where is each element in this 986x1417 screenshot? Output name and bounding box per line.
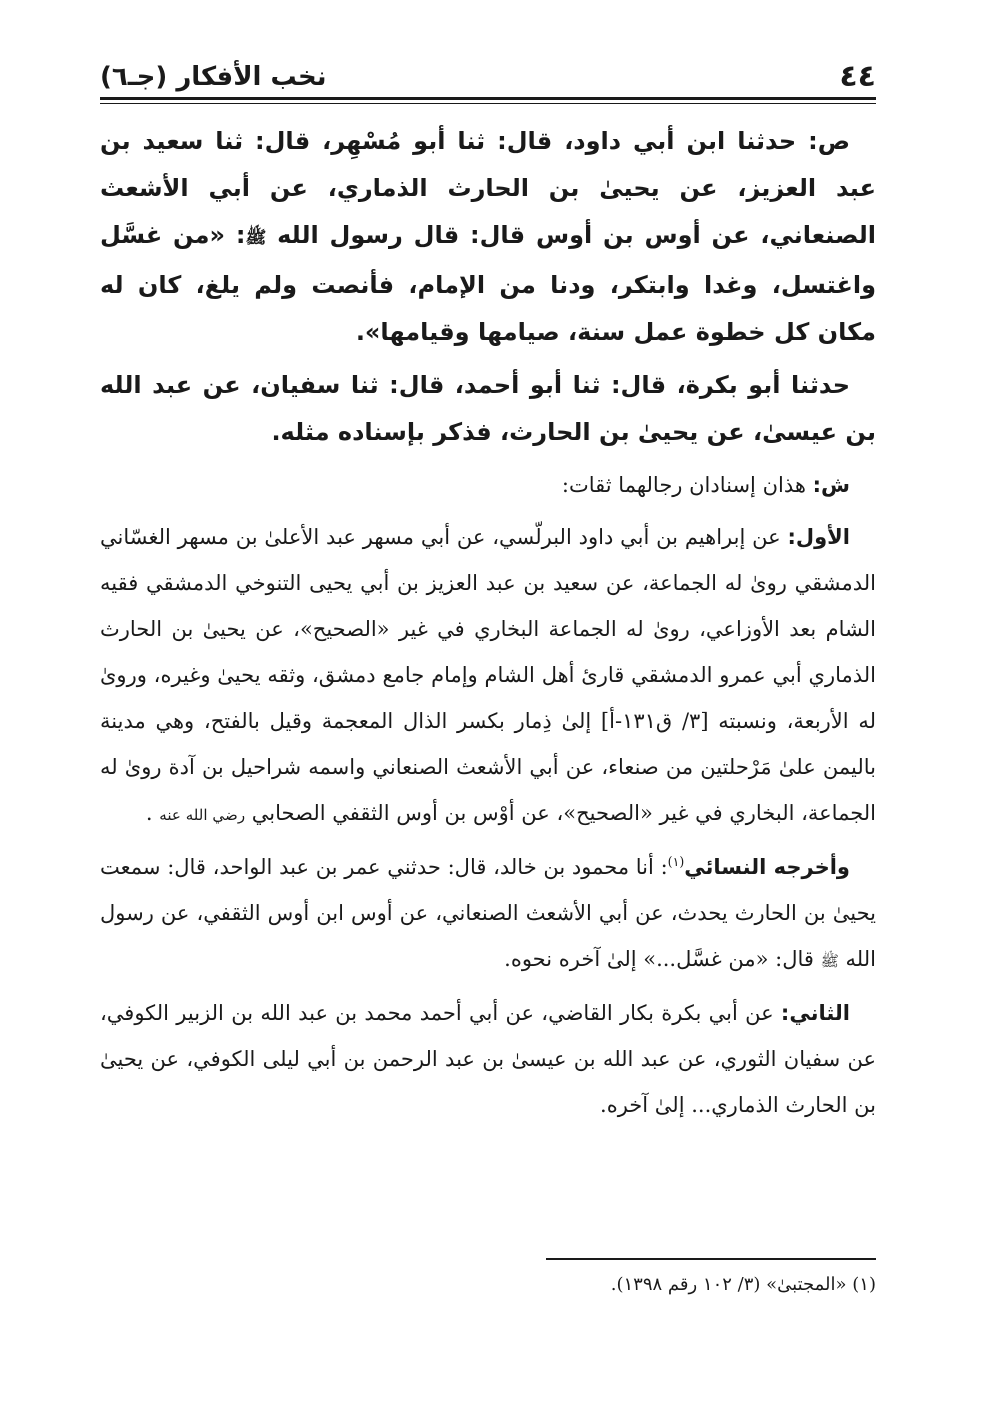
paragraph-text: قال: «من غسَّل...» إلىٰ آخره نحوه. <box>504 947 821 971</box>
paragraph-lead-shin: ش: <box>812 473 850 497</box>
paragraph-lead-first: الأول: <box>787 525 850 549</box>
paragraph-lead-sad: ص: <box>808 127 850 155</box>
paragraph-nasai <box>100 844 876 984</box>
paragraph-lead-second: الثاني: <box>780 1001 850 1025</box>
paragraph-text: هذان إسنادان رجالهما ثقات: <box>561 473 813 497</box>
header-rule-thick <box>100 97 876 100</box>
paragraph-hadith-main <box>100 118 876 356</box>
paragraph-text: عن إبراهيم بن أبي داود البرلّسي، عن أبي مسهر عبد الأعلىٰ بن مسهر الغسّاني الدمشقي روىٰ له الجماعة، عن سعيد بن عبد العزيز بن أبي يحيى التنوخي الدمشقي فقيه الشام بعد الأوزاعي، روىٰ له الجماعة البخاري في غير «الصحيح»، عن يحيىٰ بن الحارث الذماري أبي عمرو الدمشقي قارئ أهل الشام وإمام جامع دمشق، وثقه يحيىٰ وغيره، وروىٰ له الأربعة، ونسبته [٣/ ق١٣١-أ] إلىٰ ذِمار بكسر الذال المعجمة وقيل بالفتح، وهي مدينة باليمن علىٰ مَرْحلتين من صنعاء، عن أبي الأشعث الصنعاني واسمه شراحيل بن آدة روىٰ له الجماعة، البخاري في غير «الصحيح»، عن أوْس بن أوس الثقفي الصحابي <box>100 525 877 825</box>
paragraph-text: . <box>145 801 160 825</box>
radiyallahu-honorific: رضي الله عنه <box>159 806 246 824</box>
footnote <box>100 1270 876 1300</box>
paragraph-lead-nasai: وأخرجه النسائي <box>684 855 850 879</box>
paragraph-text: حدثنا ابن أبي داود، قال: ثنا أبو مُسْهِر، قال: ثنا سعيد بن عبد العزيز، عن يحيىٰ بن الحارث الذماري، عن أبي الأشعث الصنعاني، عن أوس بن أوس قال: قال رسول الله <box>100 127 876 249</box>
paragraph-first-chain <box>100 514 876 838</box>
footnote-separator <box>546 1258 876 1260</box>
page-body <box>100 118 876 1128</box>
footnote-text: (١) «المجتبىٰ» (٣/ ١٠٢ رقم ١٣٩٨). <box>610 1274 876 1295</box>
paragraph-text: : «من غسَّل واغتسل، وغدا وابتكر، ودنا من الإمام، فأنصت ولم يلغ، كان له مكان كل خطوة عمل سنة، صيامها وقيامها». <box>100 221 876 346</box>
page-header <box>100 52 876 94</box>
page-number: ٤٤ <box>839 59 876 94</box>
paragraph-text: : أنا محمود بن خالد، قال: حدثني عمر بن عبد الواحد، قال: سمعت يحيىٰ بن الحارث يحدث، عن أبي الأشعث الصنعاني، عن أوس ابن أوس الثقفي، عن رسول الله <box>100 855 876 971</box>
paragraph-second-chain <box>100 990 876 1128</box>
paragraph-commentary-intro <box>100 462 876 508</box>
salawat-honorific: ﷺ <box>245 228 267 248</box>
header-rule-thin <box>100 103 876 104</box>
salawat-honorific: ﷺ <box>820 952 839 970</box>
paragraph-hadith-second-chain <box>100 362 876 456</box>
paragraph-text: حدثنا أبو بكرة، قال: ثنا أبو أحمد، قال: ثنا سفيان، عن عبد الله بن عيسىٰ، عن يحيىٰ بن الحارث، فذكر بإسناده مثله. <box>100 371 876 446</box>
paragraph-text: عن أبي بكرة بكار القاضي، عن أبي أحمد محمد بن عبد الله بن الزبير الكوفي، عن سفيان الثوري، عن عبد الله بن عيسىٰ بن عبد الرحمن بن أبي ليلى الكوفي، عن يحيىٰ بن الحارث الذماري... إلىٰ آخره. <box>100 1001 876 1117</box>
running-title: نخب الأفكار (جـ٦) <box>100 62 327 92</box>
footnote-marker[interactable]: (١) <box>667 854 685 869</box>
